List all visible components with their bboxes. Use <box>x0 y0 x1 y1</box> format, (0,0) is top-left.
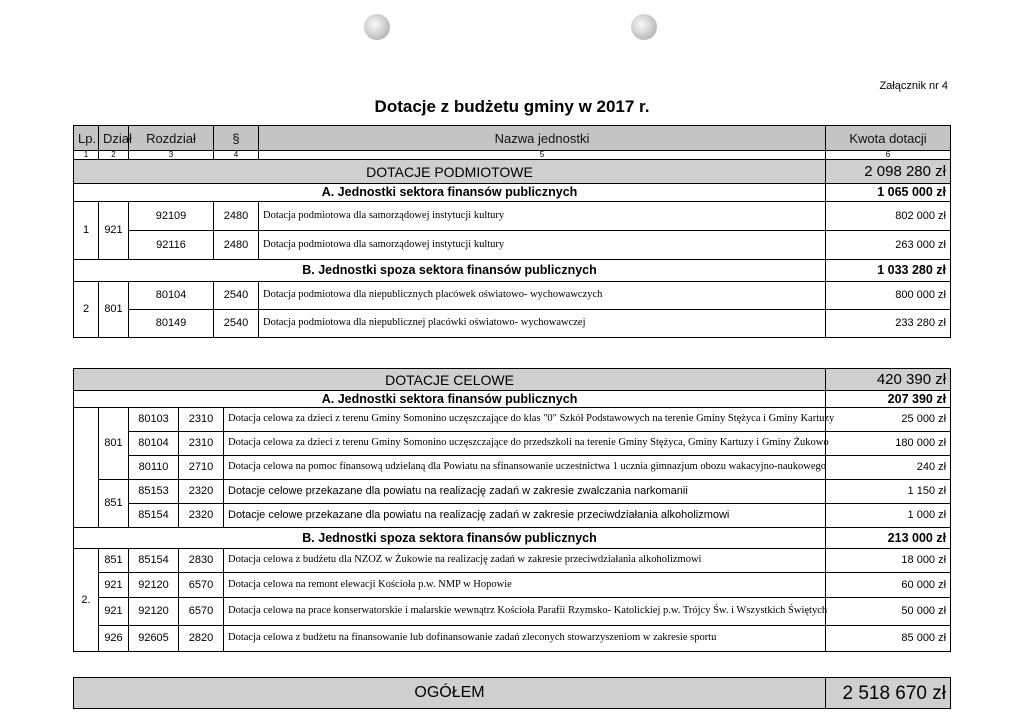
subsection-total: 213 000 zł <box>826 528 951 549</box>
cell-paragraph: 2540 <box>214 310 259 338</box>
table-row <box>74 598 951 626</box>
table-row <box>74 504 951 528</box>
cell-rozdzial: 92605 <box>129 626 179 652</box>
cell-name: Dotacje celowe przekazane dla powiatu na realizację zadań w zakresie zwalczania narkomanii <box>224 480 826 504</box>
cell-lp <box>74 408 99 528</box>
cell-lp: 1 <box>74 202 99 260</box>
subsection-header <box>74 391 951 408</box>
cell-paragraph: 6570 <box>179 598 224 626</box>
cell-paragraph: 2310 <box>179 408 224 432</box>
punch-hole-left-icon <box>364 14 390 40</box>
cell-rozdzial: 80103 <box>129 408 179 432</box>
cell-amount: 1 000 zł <box>826 504 951 528</box>
subsection-header <box>74 528 951 549</box>
cell-amount: 240 zł <box>826 456 951 480</box>
table-row <box>74 432 951 456</box>
cell-name: Dotacja celowa za dzieci z terenu Gminy Somonino uczęszczające do klas "0" Szkół Podstawowych na terenie Gminy Stężyca i Gminy Kartuzy <box>224 408 826 432</box>
cell-amount: 233 280 zł <box>826 310 951 338</box>
annex-label: Załącznik nr 4 <box>879 80 948 92</box>
cell-name: Dotacja podmiotowa dla niepublicznych placówek oświatowo- wychowawczych <box>259 282 826 310</box>
table-row <box>74 573 951 598</box>
cell-paragraph: 2540 <box>214 282 259 310</box>
header-paragraph: § <box>214 126 259 151</box>
grand-total-row <box>74 678 951 709</box>
cell-rozdzial: 92120 <box>129 573 179 598</box>
cell-dzial: 801 <box>99 408 129 480</box>
cell-lp: 2. <box>74 549 99 652</box>
cell-name: Dotacja podmiotowa dla samorządowej instytucji kultury <box>259 202 826 231</box>
cell-name: Dotacja celowa na pomoc finansową udzielaną dla Powiatu na sfinansowanie uczestnictwa 1 ucznia gimnazjum obozu wakacyjno-naukowego <box>224 456 826 480</box>
cell-paragraph: 2320 <box>179 504 224 528</box>
cell-amount: 1 150 zł <box>826 480 951 504</box>
header-dzial: Dział <box>99 126 129 151</box>
header-lp: Lp. <box>74 126 99 151</box>
section-title: DOTACJE CELOWE <box>74 369 826 391</box>
cell-rozdzial: 92116 <box>129 231 214 260</box>
table-row <box>74 310 951 338</box>
cell-rozdzial: 85154 <box>129 549 179 573</box>
cell-dzial: 921 <box>99 202 129 260</box>
subsection-header <box>74 260 951 282</box>
cell-name: Dotacja podmiotowa dla niepublicznej placówki oświatowo- wychowawczej <box>259 310 826 338</box>
cell-amount: 85 000 zł <box>826 626 951 652</box>
col-number: 1 <box>74 151 99 160</box>
cell-rozdzial: 92120 <box>129 598 179 626</box>
col-number: 4 <box>214 151 259 160</box>
column-number-row <box>74 151 951 160</box>
table-row <box>74 456 951 480</box>
subsection-title: B. Jednostki spoza sektora finansów publicznych <box>74 260 826 282</box>
table-row <box>74 549 951 573</box>
subsidies-table-podmiotowe <box>73 125 951 338</box>
subsection-total: 1 065 000 zł <box>826 184 951 202</box>
cell-dzial: 851 <box>99 549 129 573</box>
subsection-title: A. Jednostki sektora finansów publicznych <box>74 391 826 408</box>
col-number: 5 <box>259 151 826 160</box>
section-total: 420 390 zł <box>826 369 951 391</box>
cell-rozdzial: 92109 <box>129 202 214 231</box>
cell-amount: 180 000 zł <box>826 432 951 456</box>
cell-dzial: 926 <box>99 626 129 652</box>
subsidies-table-celowe <box>73 368 951 652</box>
header-rozdzial: Rozdział <box>129 126 214 151</box>
cell-paragraph: 2480 <box>214 231 259 260</box>
table-row <box>74 202 951 231</box>
cell-rozdzial: 80104 <box>129 282 214 310</box>
cell-paragraph: 2820 <box>179 626 224 652</box>
cell-name: Dotacja podmiotowa dla samorządowej instytucji kultury <box>259 231 826 260</box>
table-row <box>74 231 951 260</box>
cell-amount: 60 000 zł <box>826 573 951 598</box>
cell-amount: 802 000 zł <box>826 202 951 231</box>
table-row <box>74 626 951 652</box>
cell-amount: 18 000 zł <box>826 549 951 573</box>
subsection-total: 207 390 zł <box>826 391 951 408</box>
subsection-title: B. Jednostki spoza sektora finansów publicznych <box>74 528 826 549</box>
cell-amount: 50 000 zł <box>826 598 951 626</box>
cell-amount: 800 000 zł <box>826 282 951 310</box>
cell-amount: 263 000 zł <box>826 231 951 260</box>
header-name: Nazwa jednostki <box>259 126 826 151</box>
cell-dzial: 921 <box>99 573 129 598</box>
cell-paragraph: 2320 <box>179 480 224 504</box>
table-row <box>74 480 951 504</box>
cell-rozdzial: 80110 <box>129 456 179 480</box>
cell-dzial: 851 <box>99 480 129 528</box>
grand-total-table <box>73 677 951 709</box>
cell-paragraph: 2310 <box>179 432 224 456</box>
cell-paragraph: 2830 <box>179 549 224 573</box>
subsection-total: 1 033 280 zł <box>826 260 951 282</box>
grand-total-amount: 2 518 670 zł <box>826 678 951 709</box>
section-total: 2 098 280 zł <box>826 160 951 184</box>
cell-name: Dotacje celowe przekazane dla powiatu na realizację zadań w zakresie przeciwdziałania alkoholizmowi <box>224 504 826 528</box>
cell-dzial: 801 <box>99 282 129 338</box>
page-title: Dotacje z budżetu gminy w 2017 r. <box>374 97 650 116</box>
grand-total-label: OGÓŁEM <box>74 678 826 709</box>
section-header <box>74 369 951 391</box>
cell-name: Dotacja celowa z budżetu na finansowanie lub dofinansowanie zadań zleconych stowarzyszeniom w zakresie sportu <box>224 626 826 652</box>
table-row <box>74 282 951 310</box>
cell-rozdzial: 85154 <box>129 504 179 528</box>
header-amount: Kwota dotacji <box>826 126 951 151</box>
cell-name: Dotacja celowa za dzieci z terenu Gminy Somonino uczęszczające do przedszkoli na terenie Gminy Stężyca, Gminy Kartuzy i Gminy Żukowo <box>224 432 826 456</box>
section-title: DOTACJE PODMIOTOWE <box>74 160 826 184</box>
cell-amount: 25 000 zł <box>826 408 951 432</box>
subsection-header <box>74 184 951 202</box>
cell-rozdzial: 80104 <box>129 432 179 456</box>
cell-paragraph: 2480 <box>214 202 259 231</box>
subsection-title: A. Jednostki sektora finansów publicznych <box>74 184 826 202</box>
cell-paragraph: 6570 <box>179 573 224 598</box>
col-number: 2 <box>99 151 129 160</box>
cell-dzial: 921 <box>99 598 129 626</box>
cell-rozdzial: 85153 <box>129 480 179 504</box>
col-number: 6 <box>826 151 951 160</box>
section-header <box>74 160 951 184</box>
table-header <box>74 126 951 151</box>
cell-paragraph: 2710 <box>179 456 224 480</box>
col-number: 3 <box>129 151 214 160</box>
cell-name: Dotacja celowa na remont elewacji Kościoła p.w. NMP w Hopowie <box>224 573 826 598</box>
cell-name: Dotacja celowa na prace konserwatorskie i malarskie wewnątrz Kościoła Parafii Rzymsko- Katolickiej p.w. Trójcy Św. i Wszystkich Świętych <box>224 598 826 626</box>
table-row <box>74 408 951 432</box>
punch-hole-right-icon <box>631 14 657 40</box>
cell-name: Dotacja celowa z budżetu dla NZOZ w Żukowie na realizację zadań w zakresie przeciwdziałania alkoholizmowi <box>224 549 826 573</box>
cell-lp: 2 <box>74 282 99 338</box>
cell-rozdzial: 80149 <box>129 310 214 338</box>
